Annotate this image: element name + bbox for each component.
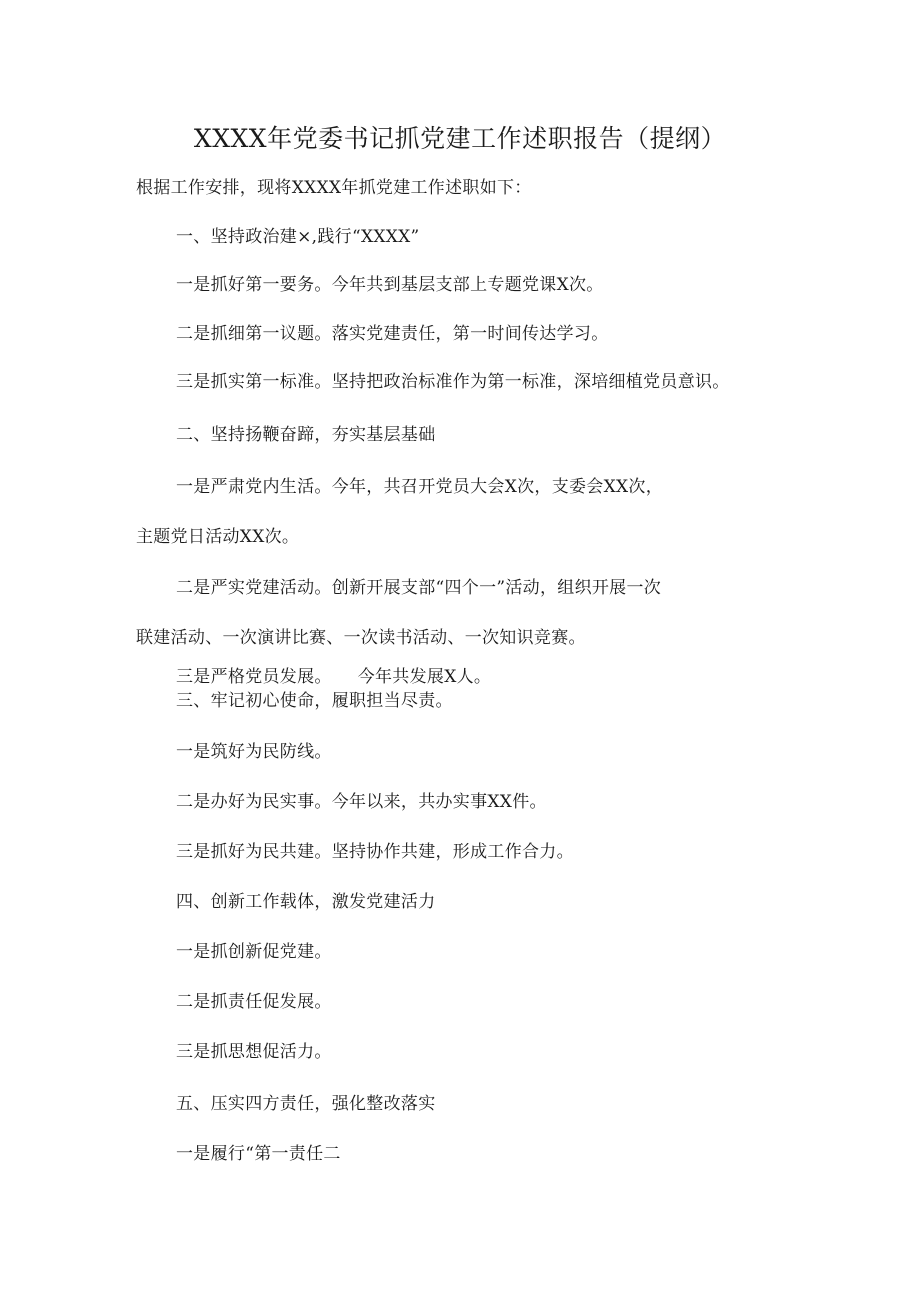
paragraph-line: 三是抓思想促活力。 bbox=[176, 1042, 332, 1062]
paragraph-line: 二是抓责任促发展。 bbox=[176, 992, 332, 1012]
section-heading-4: 四、创新工作载体，激发党建活力 bbox=[176, 892, 436, 912]
document-title: XXXX年党委书记抓党建工作述职报告（提纲） bbox=[193, 124, 727, 153]
section-heading-3: 三、牢记初心使命，履职担当尽责。 bbox=[176, 691, 453, 711]
paragraph-line: 二是严实党建活动。创新开展支部“四个一”活动，组织开展一次 bbox=[176, 578, 662, 598]
intro-paragraph: 根据工作安排，现将XXXX年抓党建工作述职如下： bbox=[136, 178, 532, 198]
paragraph-line: 一是抓好第一要务。今年共到基层支部上专题党课X次。 bbox=[176, 275, 604, 295]
paragraph-line: 联建活动、一次演讲比赛、一次读书活动、一次知识竞赛。 bbox=[136, 628, 586, 648]
section-heading-1: 一、坚持政治建×,践行“XXXX” bbox=[176, 227, 420, 247]
paragraph-line: 三是抓实第一标准。坚持把政治标准作为第一标准，深培细植党员意识。 bbox=[176, 372, 730, 392]
section-heading-2: 二、坚持扬鞭奋蹄，夯实基层基础 bbox=[176, 425, 436, 445]
paragraph-line: 一是履行“第一责任二 bbox=[176, 1144, 341, 1164]
paragraph-line: 一是抓创新促党建。 bbox=[176, 942, 332, 962]
paragraph-line-part: 今年共发展X人。 bbox=[357, 667, 492, 687]
paragraph-line: 一是严肃党内生活。今年，共召开党员大会X次，支委会XX次， bbox=[176, 477, 664, 497]
paragraph-line: 二是抓细第一议题。落实党建责任，第一时间传达学习。 bbox=[176, 324, 609, 344]
paragraph-line: 主题党日活动XX次。 bbox=[136, 527, 300, 547]
section-heading-5: 五、压实四方责任，强化整改落实 bbox=[176, 1094, 436, 1114]
paragraph-line bbox=[176, 665, 491, 689]
paragraph-line: 二是办好为民实事。今年以来，共办实事XX件。 bbox=[176, 792, 547, 812]
paragraph-line: 一是筑好为民防线。 bbox=[176, 742, 332, 762]
paragraph-line-part: 三是严格党员发展。 bbox=[176, 667, 332, 687]
paragraph-line: 三是抓好为民共建。坚持协作共建，形成工作合力。 bbox=[176, 842, 574, 862]
